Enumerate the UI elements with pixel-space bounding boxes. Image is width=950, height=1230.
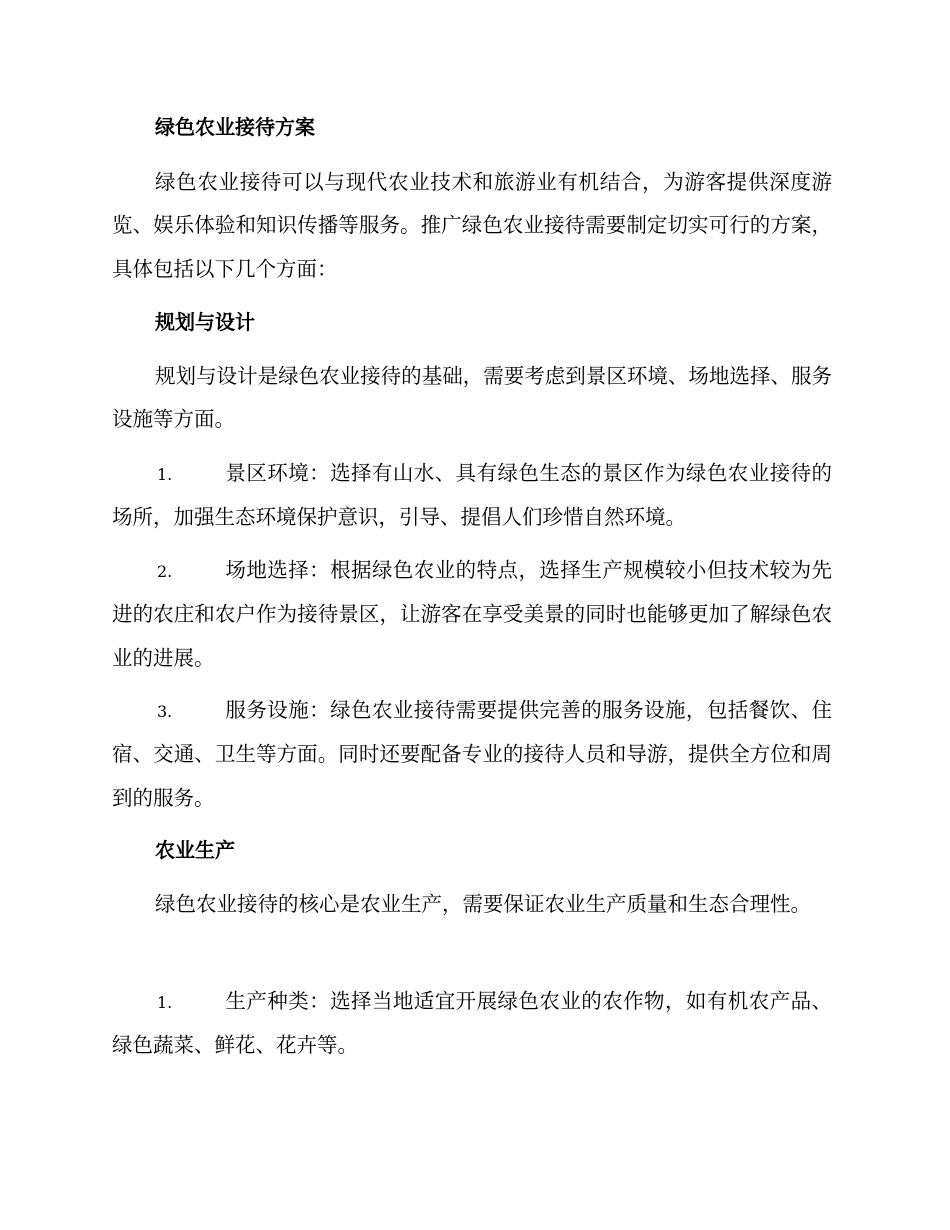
section-heading-production: 农业生产 <box>155 838 235 862</box>
list-item-text: 服务设施：绿色农业接待需要提供完善的服务设施，包括餐饮、住宿、交通、卫生等方面。同时还要配备专业的接待人员和导游，提供全方位和周到的服务。 <box>112 698 832 810</box>
section-intro-planning: 规划与设计是绿色农业接待的基础，需要考虑到景区环境、场地选择、服务设施等方面。 <box>112 364 832 432</box>
list-item-text: 场地选择：根据绿色农业的特点，选择生产规模较小但技术较为先进的农庄和农户作为接待景区，让游客在享受美景的同时也能够更加了解绿色农业的进展。 <box>112 558 832 670</box>
list-item-text: 生产种类：选择当地适宜开展绿色农业的农作物，如有机农产品、绿色蔬菜、鲜花、花卉等。 <box>112 989 832 1058</box>
list-item <box>112 980 832 1068</box>
section-intro-production: 绿色农业接待的核心是农业生产，需要保证农业生产质量和生态合理性。 <box>155 892 811 916</box>
list-item <box>112 689 832 820</box>
list-item <box>112 549 832 680</box>
list-item-number: 3. <box>157 702 173 721</box>
list-item-text: 景区环境：选择有山水、具有绿色生态的景区作为绿色农业接待的场所，加强生态环境保护意识，引导、提倡人们珍惜自然环境。 <box>112 461 832 530</box>
section-heading-planning: 规划与设计 <box>155 310 255 334</box>
document-title: 绿色农业接待方案 <box>155 115 315 139</box>
list-item-number: 1. <box>157 465 173 484</box>
intro-paragraph: 绿色农业接待可以与现代农业技术和旅游业有机结合，为游客提供深度游览、娱乐体验和知识传播等服务。推广绿色农业接待需要制定切实可行的方案，具体包括以下几个方面： <box>112 170 832 281</box>
list-item-number: 1. <box>157 993 173 1012</box>
list-item <box>112 452 832 540</box>
list-item-number: 2. <box>157 562 173 581</box>
